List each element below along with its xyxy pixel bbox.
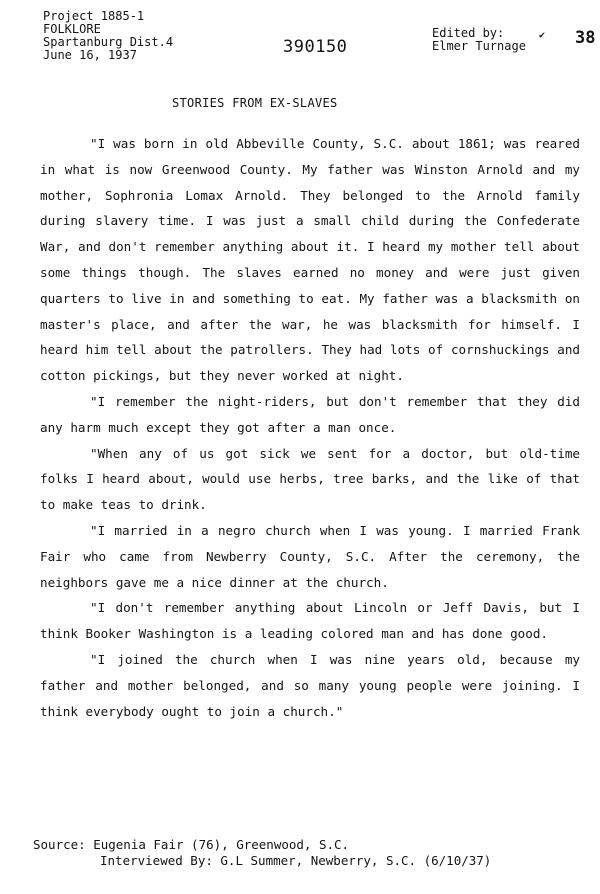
paragraph: "I married in a negro church when I was young. I married Frank Fair who came from Newberry County, S.C. After the ceremony, the neighbors gave me a nice dinner at the church. (40, 522, 580, 590)
paragraph: "I remember the night-riders, but don't remember that they did any harm much except they got after a man once. (40, 393, 580, 435)
paragraph: "I joined the church when I was nine years old, because my father and mother belonged, and so many young people were joining. I think everybody ought to join a church." (40, 651, 580, 719)
category-line: FOLKLORE (43, 22, 101, 36)
project-line: Project 1885-1 (43, 9, 145, 23)
page-number: 38 (575, 28, 596, 48)
check-mark-icon: ✔ (539, 30, 546, 41)
interviewer-line: Interviewed By: G.L Summer, Newberry, S.C. (6/10/37) (100, 853, 492, 868)
document-body (40, 131, 580, 724)
paragraph: "I don't remember anything about Lincoln or Jeff Davis, but I think Booker Washington is a leading colored man and has done good. (40, 600, 580, 642)
district-line: Spartanburg Dist.4 (43, 35, 174, 49)
archive-number: 390150 (283, 37, 348, 57)
edited-by-label: Edited by: (432, 26, 505, 40)
source-block (33, 837, 491, 869)
paragraph: "When any of us got sick we sent for a doctor, but old-time folks I heard about, would use herbs, tree barks, and the like of that to make teas to drink. (40, 445, 580, 513)
paragraph: "I was born in old Abbeville County, S.C. about 1861; was reared in what is now Greenwood County. My father was Winston Arnold and my mother, Sophronia Lomax Arnold. They belonged to the Arnold family during slavery time. I was just a small child during the Confederate War, and don't remember anything about it. I heard my mother tell about some things though. The slaves earned no money and were just given quarters to live in and something to eat. My father was a blacksmith on master's place, and after the war, he was blacksmith for himself. I heard him tell about the patrollers. They had lots of cornshuckings and cotton pickings, but they never worked at night. (40, 136, 580, 384)
document-title: STORIES FROM EX-SLAVES (172, 96, 338, 110)
source-line: Source: Eugenia Fair (76), Greenwood, S.C. (33, 837, 350, 852)
header-project-block (43, 10, 173, 62)
date-line: June 16, 1937 (43, 48, 137, 62)
editor-block (432, 27, 526, 53)
editor-name: Elmer Turnage (432, 39, 526, 53)
